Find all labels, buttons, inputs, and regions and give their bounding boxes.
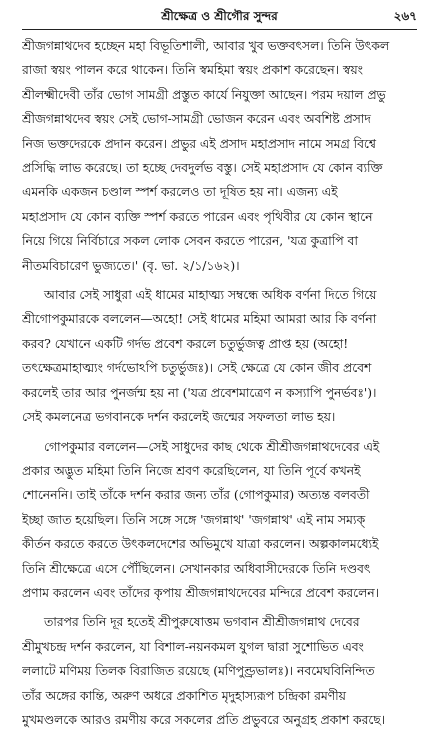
text-line: তিনি শ্রীক্ষেত্রে এসে পৌঁছিলেন। সেখানকার অধিবাসীদেরকে তিনি দণ্ডবৎ [22, 561, 371, 576]
text-line: শ্রীমুখচন্দ্র দর্শন করলেন, যা বিশাল-নয়নকমল যুগল দ্বারা সুশোভিত এবং [22, 639, 364, 654]
text-line: করলেই তার আর পুনর্জন্ম হয় না ('যত্র প্রবেশমাত্রেণ ন কস্যাপি পুনর্ভবঃ')। [22, 385, 377, 400]
paragraph [22, 34, 417, 278]
text-line: ললাটে মণিময় তিলক বিরাজিত রয়েছে (মণিপুণ্ড্রভালঃ)। নবমেঘবিনিন্দিত [22, 664, 375, 679]
text-line: শ্রীজগন্নাথদেব হচ্ছেন মহা বিভূতিশালী, আবার খুব ভক্তবৎসল। তিনি উৎকল [22, 39, 390, 53]
text-line: তারপর তিনি দূর হতেই শ্রীপুরুষোত্তম ভগবান শ্রীশ্রীজগন্নাথ দেবের [44, 615, 360, 630]
text-line: ইচ্ছা জাত হয়েছিল। তিনি সঙ্গে সঙ্গে 'জগন্নাথ' 'জগন্নাথ' এই নাম সম্যক্ [22, 512, 366, 527]
text-line: সেই কমলনেত্র ভগবানকে দর্শন করলেই জন্মের সফলতা লাভ হয়। [22, 410, 336, 425]
text-line: মুখমণ্ডলকে আরও রমণীয় করে সকলের প্রতি প্রভুবরে অনুগ্রহ প্রকাশ করছে। [22, 712, 386, 727]
text-line: কীর্তন করতে করতে উৎকলদেশের অভিমুখে যাত্রা করলেন। অল্পকালমধ্যেই [22, 537, 379, 552]
text-line: আবার সেই সাধুরা এই ধামের মাহাত্ম্য সম্বন্ধে অধিক বর্ণনা দিতে গিয়ে [44, 288, 377, 303]
text-line: তৎক্ষেত্রমাহাত্ম্যং গর্দভোঽপি চতুর্ভুজঃ)। সেই ক্ষেত্রে যে কোন জীব প্রবেশ [22, 361, 372, 376]
text-line: শ্রীজগন্নাথদেব স্বয়ং সেই ভোগ-সামগ্রী ভোজন করেন এবং অবশিষ্ট প্রসাদ [22, 112, 371, 127]
text-line: মহাপ্রসাদ যে কোন ব্যক্তি স্পর্শ করতে পারেন এবং পৃথিবীর যে কোন স্থানে [22, 209, 373, 224]
text-line: নিয়ে গিয়ে নির্বিচারে সকল লোক সেবন করতে পারেন, 'যত্র কুত্রাপি বা [22, 234, 358, 249]
text-line: শোনেননি। তাই তাঁকে দর্শন করার জন্য তাঁর (গোপকুমার) অত্যন্ত বলবতী [22, 488, 370, 503]
text-line: নীতমবিচারেণ ভুজ্যতে।' (বৃ. ভা. ২/১/১৬২)। [22, 258, 240, 273]
text-line: প্রসিদ্ধি লাভ করেছে। তা হচ্ছে দেবদুর্লভ বস্তু। সেই মহাপ্রসাদ যে কোন ব্যক্তি [22, 161, 383, 176]
text-line: তাঁর অঙ্গের কান্তি, অরুণ অধরে প্রকাশিত মৃদুহাস্যরূপ চন্দ্রিকা রমণীয় [22, 688, 346, 703]
text-line: শ্রীলক্ষ্মীদেবী তাঁর ভোগ সামগ্রী প্রস্তুত কার্যে নিযুক্তা আছেন। পরম দয়াল প্রভু [22, 87, 386, 102]
text-line: এমনকি একজন চণ্ডাল স্পর্শ করলেও তা দূষিত হয় না। এজন্য এই [22, 185, 338, 200]
text-line: প্রণাম করলেন এবং তাঁদের কৃপায় শ্রীজগন্নাথদেবের মন্দিরে প্রবেশ করলেন। [22, 585, 380, 600]
text-line: প্রকার অদ্ভুত মহিমা তিনি নিজে শ্রবণ করেছিলেন, যা তিনি পূর্বে কখনই [22, 463, 361, 478]
text-line: গোপকুমার বললেন—সেই সাধুদের কাছ থেকে শ্রীশ্রীজগন্নাথদেবের এই [44, 439, 380, 454]
paragraph [22, 435, 417, 606]
header-rule [22, 29, 417, 30]
text-line: করব? যেখানে একটি গর্দভ প্রবেশ করলে চতুর্ভুজত্ব প্রাপ্ত হয় (অহো! [22, 336, 349, 351]
text-line: নিজ ভক্তদেরকে প্রদান করেন। প্রভুর এই প্রসাদ মহাপ্রসাদ নামে সমগ্র বিশ্বে [22, 136, 376, 151]
paragraph [22, 610, 417, 732]
text-line: শ্রীগোপকুমারকে বললেন—অহো! সেই ধামের মহিমা আমরা আর কি বর্ণনা [22, 312, 377, 327]
paragraph [22, 283, 417, 429]
body-text [22, 34, 417, 737]
page-header [22, 4, 417, 30]
page-number: ২৬৭ [393, 9, 417, 23]
running-title: শ্রীক্ষেত্র ও শ্রীগৌর সুন্দর [161, 9, 278, 23]
text-line: রাজা স্বয়ং পালন করে থাকেন। তিনি স্বমহিমা স্বয়ং প্রকাশ করেছেন। স্বয়ং [22, 63, 363, 78]
